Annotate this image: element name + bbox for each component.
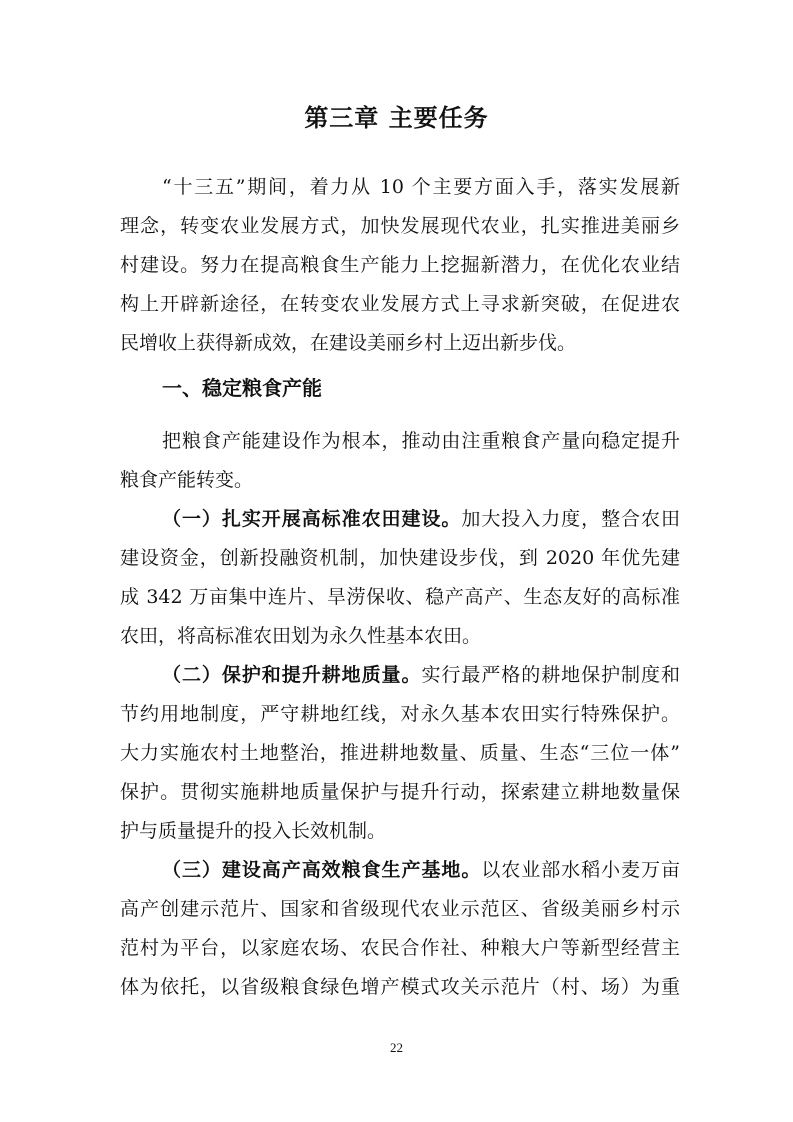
page-number: 22 xyxy=(390,1040,403,1055)
section-heading: 一、稳定粮食产能 xyxy=(162,376,322,400)
item-line: 护与质量提升的投入长效机制。 xyxy=(120,820,387,842)
chapter-title: 第三章 主要任务 xyxy=(304,104,489,132)
intro-line: 村建设。努力在提高粮食生产能力上挖掘新潜力，在优化农业结 xyxy=(120,254,680,276)
item-first-line xyxy=(162,660,680,690)
item-line: 体为依托，以省级粮食绿色增产模式攻关示范片（村、场）为重 xyxy=(120,976,680,998)
intro-line: “十三五”期间，着力从 10 个主要方面入手，落实发展新 xyxy=(162,176,680,198)
item-label: （三）建设高产高效粮食生产基地。 xyxy=(162,859,482,881)
item-line: 农田，将高标准农田划为永久性基本农田。 xyxy=(120,625,482,647)
item-line: 成 342 万亩集中连片、旱涝保收、稳产高产、生态友好的高标准 xyxy=(120,586,680,608)
item-line: 高产创建示范片、国家和省级现代农业示范区、省级美丽乡村示 xyxy=(120,898,680,920)
lead-line: 把粮食产能建设作为根本，推动由注重粮食产量向稳定提升 xyxy=(162,430,680,452)
item-label: （二）保护和提升耕地质量。 xyxy=(162,664,422,686)
intro-line: 理念，转变农业发展方式，加快发展现代农业，扎实推进美丽乡 xyxy=(120,215,680,237)
intro-line: 民增收上获得新成效，在建设美丽乡村上迈出新步伐。 xyxy=(120,332,577,354)
item-text: 以农业部水稻小麦万亩 xyxy=(481,859,680,881)
item-label: （一）扎实开展高标准农田建设。 xyxy=(162,508,462,530)
item-line: 节约用地制度，严守耕地红线，对永久基本农田实行特殊保护。 xyxy=(120,703,680,725)
lead-line: 粮食产能转变。 xyxy=(120,469,254,491)
item-line: 建设资金，创新投融资机制，加快建设步伐，到 2020 年优先建 xyxy=(120,547,680,569)
intro-line: 构上开辟新途径，在转变农业发展方式上寻求新突破，在促进农 xyxy=(120,293,680,315)
item-line: 范村为平台，以家庭农场、农民合作社、种粮大户等新型经营主 xyxy=(120,937,680,959)
item-text: 加大投入力度，整合农田 xyxy=(461,508,680,530)
item-first-line xyxy=(162,504,680,534)
item-line: 大力实施农村土地整治，推进耕地数量、质量、生态“三位一体” xyxy=(120,742,680,764)
item-line: 保护。贯彻实施耕地质量保护与提升行动，探索建立耕地数量保 xyxy=(120,781,680,803)
item-first-line xyxy=(162,855,680,885)
item-text: 实行最严格的耕地保护制度和 xyxy=(421,664,680,686)
